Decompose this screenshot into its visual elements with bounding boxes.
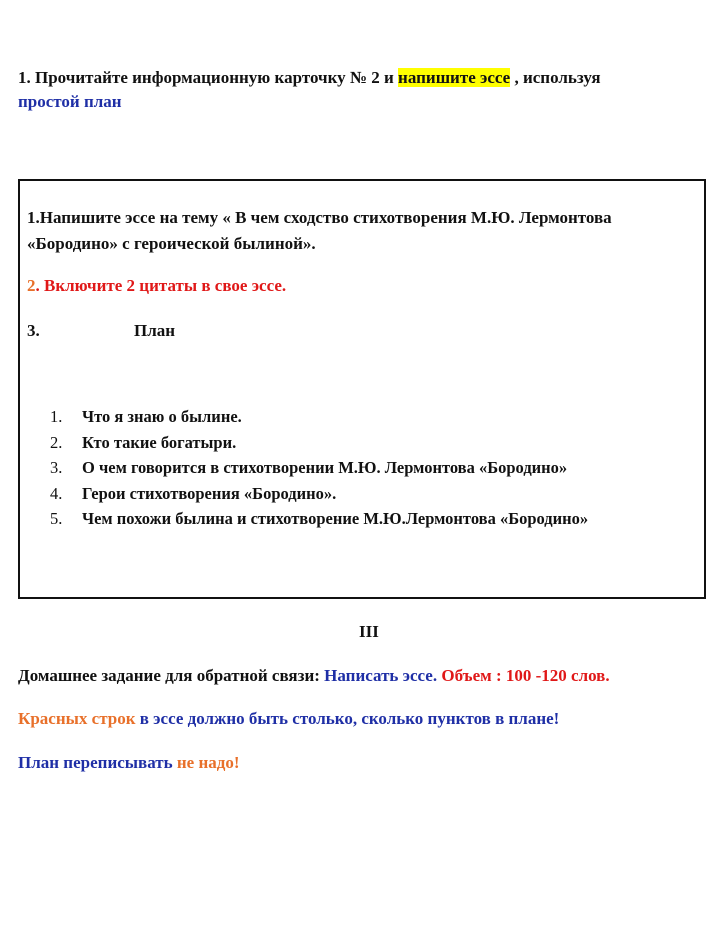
plan-item: [50, 481, 588, 507]
card-item3-number: 3.: [27, 321, 40, 340]
task-instruction-plan-type: простой план: [18, 92, 122, 111]
red-lines-note: [18, 707, 559, 731]
homework-task: Написать эссе.: [324, 666, 442, 685]
plan-item-text: Что я знаю о былине.: [82, 407, 242, 426]
plan-item-number: 3.: [50, 458, 63, 477]
card-item2-number: 2: [27, 276, 36, 295]
card-item3-label: План: [134, 321, 176, 340]
red-lines-term: Красных строк: [18, 709, 136, 728]
rewrite-note-text: План переписывать: [18, 753, 177, 772]
card-item1-line1: 1.Напишите эссе на тему « В чем сходство стихотворения М.Ю. Лермонтова: [27, 208, 612, 227]
card-item1-line2: «Бородино» с героической былиной».: [27, 234, 316, 253]
plan-item-text: Чем похожи былина и стихотворение М.Ю.Лермонтова «Бородино»: [82, 509, 589, 528]
plan-item-text: Кто такие богатыри.: [82, 432, 237, 452]
homework-line: [18, 664, 610, 688]
plan-item: [50, 430, 588, 456]
plan-item: [50, 455, 588, 481]
card-item2: [27, 274, 286, 298]
plan-item-number: 4.: [50, 483, 63, 503]
task-instruction: [18, 66, 601, 90]
red-lines-text: в эссе должно быть столько, сколько пунктов в плане!: [135, 709, 560, 728]
plan-item: [50, 506, 588, 532]
plan-item-text: Герои стихотворения «Бородино».: [82, 483, 337, 503]
card-item2-text: . Включите 2 цитаты в свое эссе.: [35, 276, 287, 295]
plan-item-number: 1.: [50, 407, 63, 426]
plan-item-number: 2.: [50, 432, 63, 452]
homework-volume: Объем : 100 -120 слов.: [441, 666, 610, 685]
rewrite-note-emphasis: не надо!: [176, 753, 240, 772]
task-instruction-tail: , используя: [510, 68, 601, 87]
task-instruction-highlight: напишите эссе: [398, 68, 511, 87]
homework-label: Домашнее задание для обратной связи:: [18, 666, 325, 685]
task-instruction-lead: 1. Прочитайте информационную карточку № 2 и: [18, 68, 399, 87]
plan-item: [50, 404, 588, 430]
plan-item-number: 5.: [50, 509, 63, 528]
section-mark: III: [359, 622, 379, 641]
plan-item-text: О чем говорится в стихотворении М.Ю. Лермонтова «Бородино»: [82, 458, 568, 477]
rewrite-note: [18, 751, 240, 775]
plan-list: [50, 404, 588, 532]
